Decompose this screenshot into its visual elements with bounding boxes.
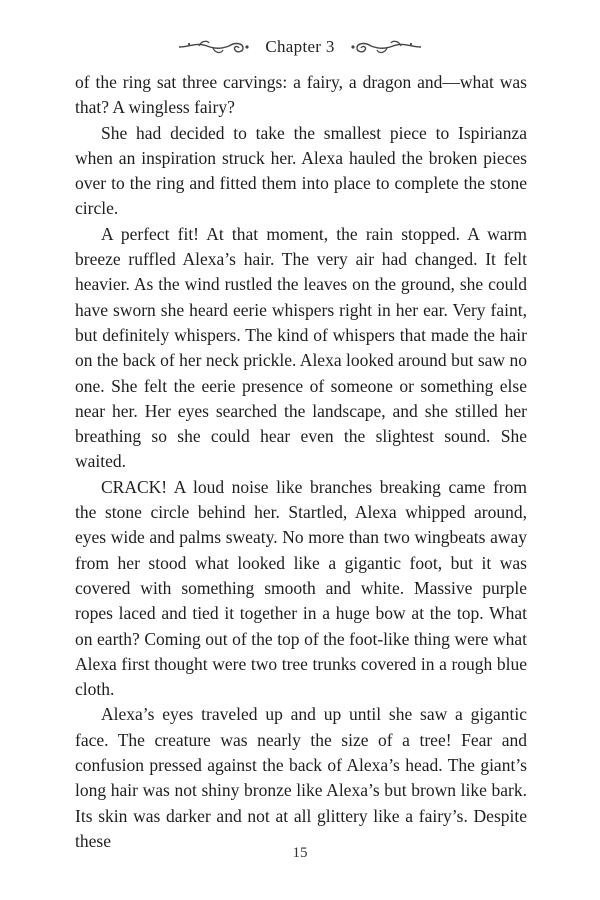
paragraph: of the ring sat three carvings: a fairy, a dragon and—what was that? A wingless fairy? [75, 72, 527, 118]
page-number: 15 [292, 845, 308, 861]
running-header [0, 32, 600, 62]
scroll-flourish-icon [349, 38, 423, 56]
chapter-title: Chapter 3 [265, 37, 335, 56]
body-text [75, 70, 527, 854]
paragraph: Alexa’s eyes traveled up and up until she saw a gigantic face. The creature was nearly the size of a tree! Fear and confusion pressed against the back of Alexa’s head. The giant’s long hair was not shiny bronze like Alexa’s but brown like bark. Its skin was darker and not at all glittery like a fairy’s. Despite these [75, 704, 527, 851]
scroll-flourish-icon [177, 38, 251, 56]
paragraph: CRACK! A loud noise like branches breaking came from the stone circle behind her. Startled, Alexa whipped around, eyes wide and palms sweaty. No more than two wingbeats away from her stood what looked like a gigantic foot, but it was covered with something smooth and white. Massive purple ropes laced and tied it together in a huge bow at the top. What on earth? Coming out of the top of the foot-like thing were what Alexa first thought were two tree trunks covered in a rough blue cloth. [75, 476, 527, 700]
paragraph: She had decided to take the smallest piece to Ispirianza when an inspiration struck her. Alexa hauled the broken pieces over to the ring and fitted them into place to complete the stone circle. [75, 122, 527, 219]
paragraph: A perfect fit! At that moment, the rain stopped. A warm breeze ruffled Alexa’s hair. The very air had changed. It felt heavier. As the wind rustled the leaves on the ground, she could have sworn she heard eerie whispers right in her ear. Very faint, but definitely whispers. The kind of whispers that made the hair on the back of her neck prickle. Alexa looked around but saw no one. She felt the eerie presence of someone or something else near her. Her eyes searched the landscape, and she stilled her breathing so she could hear even the slightest sound. She waited. [75, 223, 527, 472]
